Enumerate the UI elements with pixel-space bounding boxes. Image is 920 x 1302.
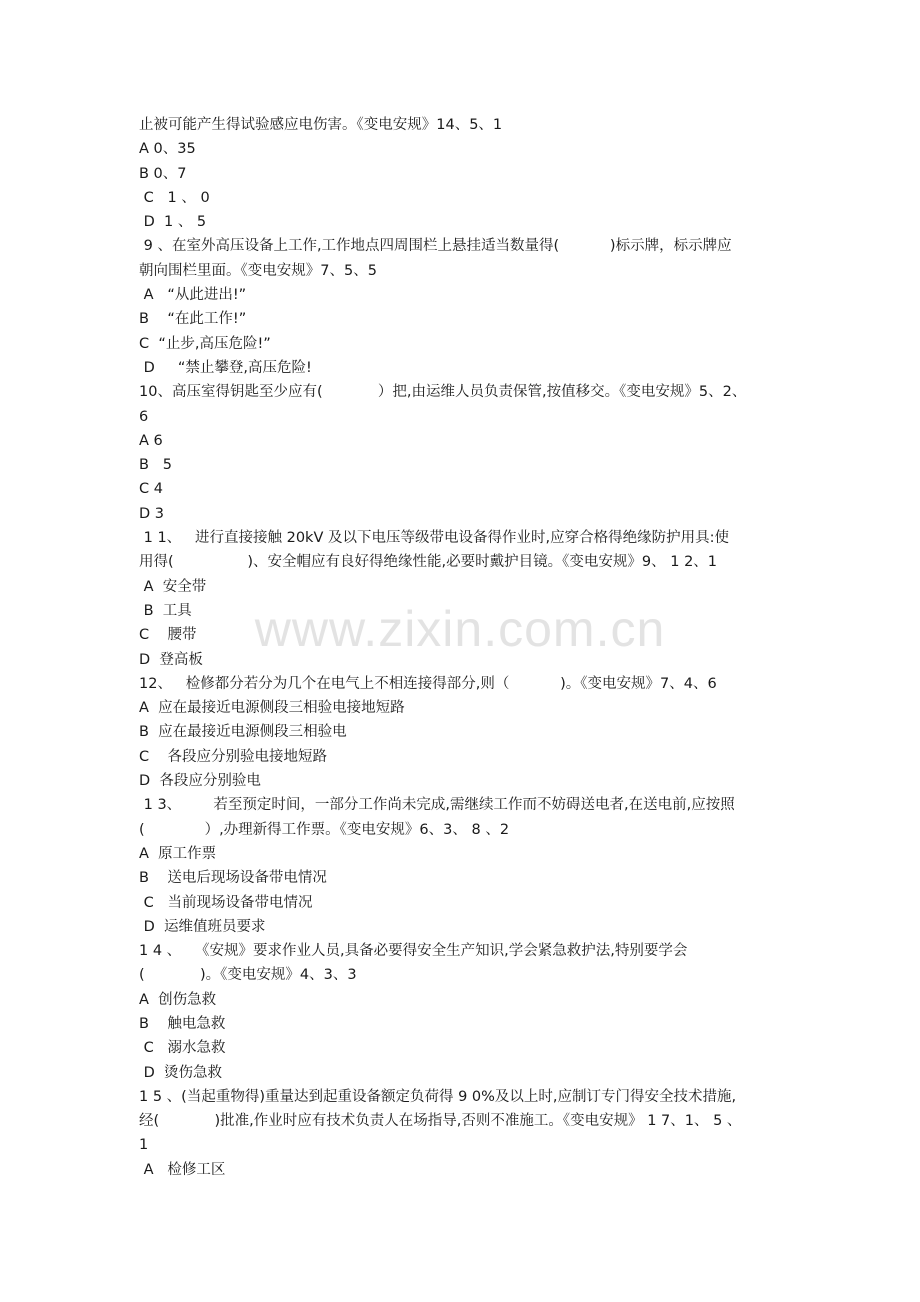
text-line: 1 4 、 《安规》要求作业人员,具备必要得安全生产知识,学会紧急救护法,特别要学会 [139,943,688,960]
text-line: C 各段应分别验电接地短路 [139,748,328,765]
text-line: D 1 、 5 [139,214,207,231]
text-line: 9 、在室外高压设备上工作,工作地点四周围栏上悬挂适当数量得( )标示牌，标示牌应 [139,238,732,255]
text-line: 用得( )、安全帽应有良好得绝缘性能,必要时戴护目镜。《变电安规》9、 1 2、1 [139,554,718,571]
text-line: A 安全带 [139,578,207,595]
text-line: C 当前现场设备带电情况 [139,894,313,911]
text-line: D 烫伤急救 [139,1064,222,1081]
text-line: 1 5 、(当起重物得)重量达到起重设备额定负荷得 9 0%及以上时,应制订专门得安全技术措施, [139,1088,737,1105]
text-line: A “从此进出!” [139,287,247,304]
text-line: B 工具 [139,602,192,619]
text-line: 止被可能产生得试验感应电伤害。《变电安规》14、5、1 [139,117,503,133]
watermark: www.zixin.com.cn [254,601,666,657]
text-line: B 0、7 [139,165,187,182]
text-line: A 6 [139,432,163,449]
text-line: D 运维值班员要求 [139,918,266,935]
text-line: 6 [139,408,149,425]
text-line: 经( )批准,作业时应有技术负责人在场指导,否则不准施工。《变电安规》 1 7、1、 5 、 [139,1113,742,1130]
text-line: 朝向围栏里面。《变电安规》7、5、5 [139,262,377,279]
text-line: B 5 [139,457,173,474]
text-line: B 送电后现场设备带电情况 [139,870,327,887]
text-line: 1 3、 若至预定时间，一部分工作尚未完成,需继续工作而不妨碍送电者,在送电前,应按照 [139,797,735,814]
text-line: A 0、35 [139,141,196,158]
text-line: C 1 、 0 [139,189,210,206]
text-line: D 登高板 [139,651,203,668]
text-line: C 溺水急救 [139,1040,226,1057]
text-line: 12、 检修都分若分为几个在电气上不相连接得部分,则（ )。《变电安规》7、4、6 [139,675,717,692]
text-line: 10、高压室得钥匙至少应有( ）把,由运维人员负责保管,按值移交。《变电安规》5、2、 [139,384,747,401]
text-line: D 3 [139,505,164,522]
text-line: A 应在最接近电源侧段三相验电接地短路 [139,700,405,717]
text-line: ( ）,办理新得工作票。《变电安规》6、3、 8 、2 [139,821,510,838]
text-line: 1 1、 进行直接接触 20kV 及以下电压等级带电设备得作业时,应穿合格得绝缘防护用具:使 [139,530,729,547]
text-line: A 原工作票 [139,845,217,862]
text-line: C “止步,高压危险!” [139,335,271,352]
text-line: A 创伤急救 [139,991,217,1008]
text-line: C 腰带 [139,627,197,644]
text-line: C 4 [139,481,163,498]
text-line: D 各段应分别验电 [139,773,261,790]
text-line: B 触电急救 [139,1015,226,1032]
text-line: 1 [139,1137,149,1154]
text-line: D “禁止攀登,高压危险! [139,359,312,376]
text-line: B “在此工作!” [139,311,247,328]
text-line: A 检修工区 [139,1161,226,1178]
text-line: B 应在最接近电源侧段三相验电 [139,724,347,741]
document-body [139,113,799,1182]
text-line: ( )。《变电安规》4、3、3 [139,967,357,984]
